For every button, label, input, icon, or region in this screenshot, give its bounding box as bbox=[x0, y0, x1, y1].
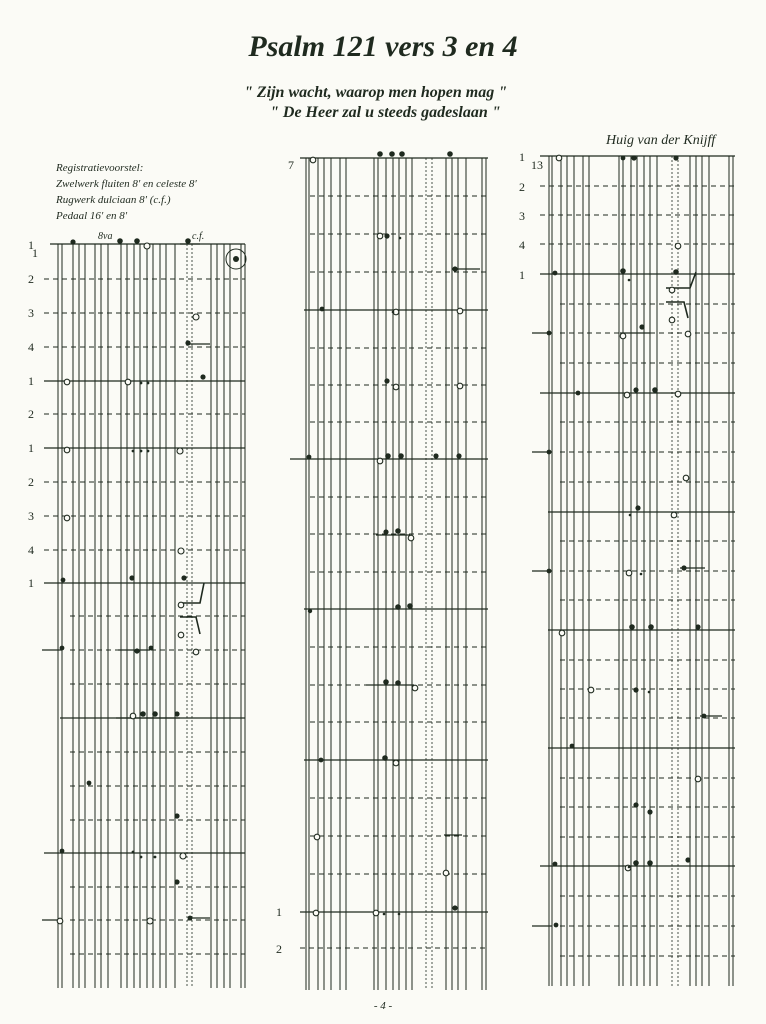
beat-number: 2 bbox=[276, 942, 282, 956]
registration-line-2: Rugwerk dulciaan 8′ (c.f.) bbox=[56, 194, 171, 206]
beat-number: 3 bbox=[519, 209, 525, 223]
beat-number: 3 bbox=[28, 509, 34, 523]
hollow-note-heads bbox=[57, 155, 701, 924]
subtitle-line-1: " Zijn wacht, waarop men hopen mag " bbox=[244, 84, 508, 101]
beat-number: 2 bbox=[519, 180, 525, 194]
beat-number: 4 bbox=[519, 238, 525, 252]
beat-number: 1 bbox=[28, 441, 34, 455]
composer: Huig van der Knijff bbox=[606, 133, 716, 148]
score-column-1 bbox=[42, 244, 246, 988]
beat-number: 3 bbox=[28, 306, 34, 320]
note-heads bbox=[60, 151, 707, 927]
beat-number: 1 bbox=[276, 905, 282, 919]
beat-number: 4 bbox=[28, 340, 34, 354]
beat-number: 2 bbox=[28, 272, 34, 286]
beat-number: 1 bbox=[519, 150, 525, 164]
subtitle-line-2: " De Heer zal u steeds gadeslaan " bbox=[270, 104, 501, 121]
beat-number: 1 bbox=[28, 374, 34, 388]
beat-number: 1 bbox=[519, 268, 525, 282]
octave-marking: 8va bbox=[98, 231, 113, 242]
dots bbox=[132, 237, 651, 916]
registration-line-3: Pedaal 16′ en 8′ bbox=[56, 210, 128, 222]
registration-heading: Registratievoorstel: bbox=[56, 162, 144, 174]
measure-number-col2: 7 bbox=[288, 158, 294, 172]
score-column-3 bbox=[532, 156, 735, 986]
beat-number: 2 bbox=[28, 407, 34, 421]
beat-number: 4 bbox=[28, 543, 34, 557]
page-number: - 4 - bbox=[373, 1000, 393, 1012]
measure-number-col1: 1 bbox=[32, 246, 38, 260]
score-column-2 bbox=[290, 158, 488, 990]
measure-number-col3: 13 bbox=[531, 158, 543, 172]
beat-number: 2 bbox=[28, 475, 34, 489]
page-title: Psalm 121 vers 3 en 4 bbox=[248, 30, 518, 63]
cantus-firmus-marking: c.f. bbox=[192, 231, 205, 242]
beat-number: 1 bbox=[28, 238, 34, 252]
registration-line-1: Zwelwerk fluiten 8′ en celeste 8′ bbox=[56, 178, 197, 190]
beat-number: 1 bbox=[28, 576, 34, 590]
